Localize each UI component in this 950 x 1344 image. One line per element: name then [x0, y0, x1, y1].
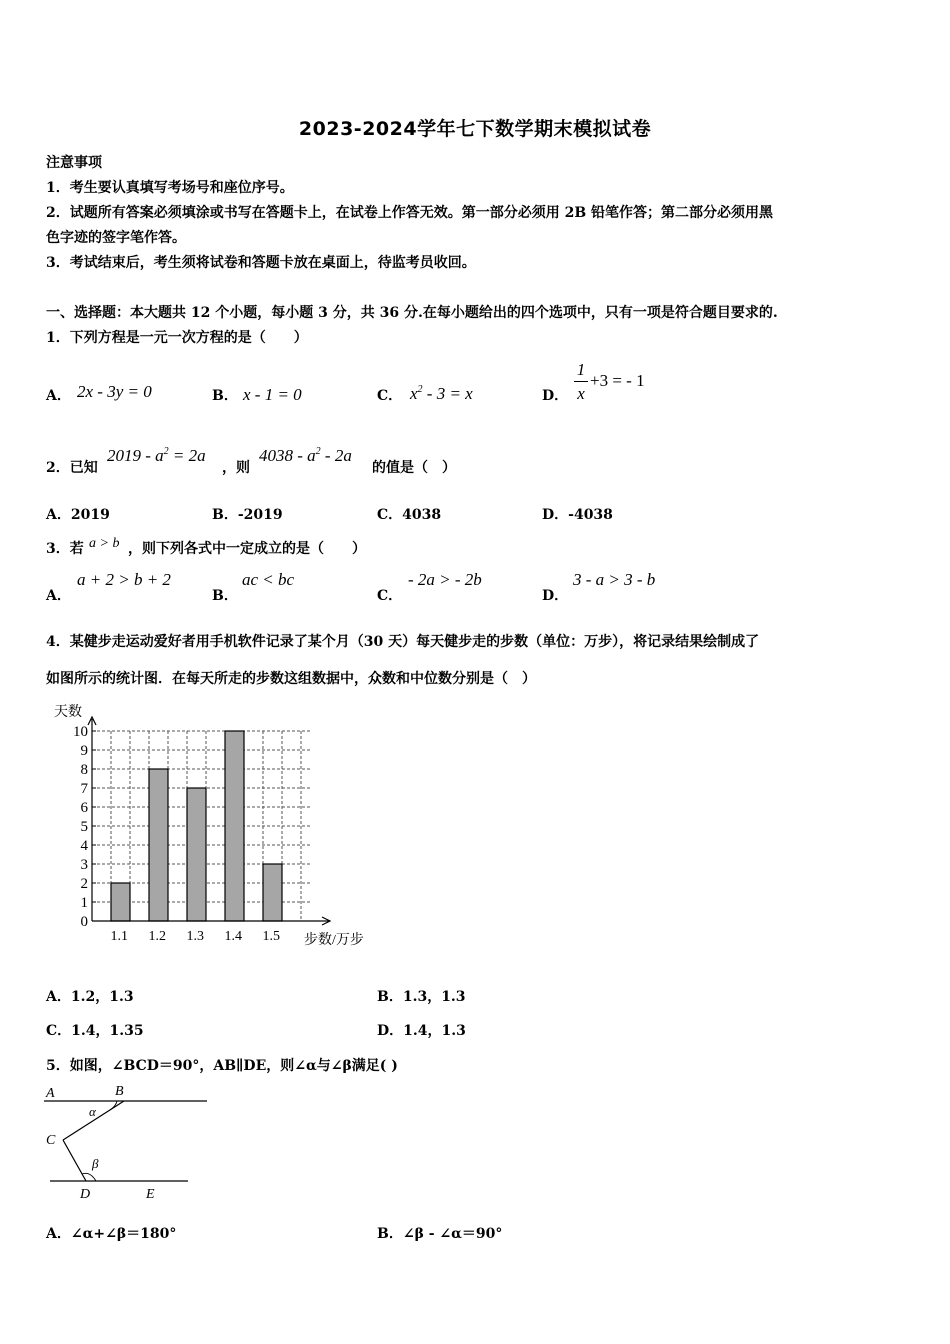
q1-d-numerator: 1 — [576, 360, 586, 379]
q3-label-d: D． — [542, 588, 569, 604]
q5-option-a: A．∠α+∠β＝180° — [46, 1226, 177, 1242]
point-label-c: C — [46, 1133, 56, 1148]
section-heading: 一、选择题：本大题共 12 个小题，每小题 3 分，共 36 分.在每小题给出的四个选项中，只有一项是符合题目要求的. — [46, 305, 778, 321]
y-tick-label-3: 3 — [80, 857, 88, 873]
x-tick-label-1.3: 1.3 — [186, 929, 204, 944]
q5-stem: 5．如图，∠BCD＝90°，AB∥DE，则∠α与∠β满足( ) — [46, 1058, 398, 1074]
q2-option-d: D．-4038 — [542, 507, 613, 523]
notice-item-3: 3．考试结束后，考生须将试卷和答题卡放在桌面上，待监考员收回。 — [46, 255, 476, 271]
q1-option-b: x - 1 = 0 — [243, 385, 302, 404]
y-tick-label-5: 5 — [80, 819, 88, 835]
y-tick-label-1: 1 — [80, 895, 88, 911]
q2-expr2-exponent: 2 — [315, 446, 321, 457]
q4-option-c: C．1.4，1.35 — [46, 1023, 144, 1039]
q3-prefix: 3．若 — [46, 541, 84, 557]
q2-expr1-exponent: 2 — [163, 446, 169, 457]
q3-label-a: A． — [46, 588, 71, 604]
y-tick-label-2: 2 — [80, 876, 88, 892]
q1-label-c: C． — [377, 388, 403, 404]
q2-prefix: 2．已知 — [46, 460, 98, 476]
q3-suffix: ，则下列各式中一定成立的是（ ） — [128, 541, 366, 557]
q1-c-base: x — [410, 384, 418, 403]
q3-label-c: C． — [377, 588, 403, 604]
chart-y-axis-label: 天数 — [54, 705, 82, 720]
q4-option-a: A．1.2，1.3 — [46, 989, 134, 1005]
x-tick-label-1.1: 1.1 — [110, 929, 128, 944]
point-label-e: E — [146, 1187, 155, 1202]
q3-option-a: a + 2 > b + 2 — [77, 570, 171, 589]
x-tick-label-1.4: 1.4 — [224, 929, 242, 944]
angle-label-beta: β — [92, 1156, 99, 1171]
q1-stem: 1．下列方程是一元一次方程的是（ ） — [46, 330, 308, 346]
q1-label-d: D． — [542, 388, 569, 404]
q4-stem-line-1: 4．某健步走运动爱好者用手机软件记录了某个月（30 天）每天健步走的步数（单位：万步），将记录结果绘制成了 — [46, 634, 760, 650]
y-tick-label-0: 0 — [80, 914, 88, 930]
q2-expr1-b: = 2a — [168, 446, 206, 465]
q3-option-b: ac < bc — [242, 570, 295, 589]
segment-cd — [63, 1140, 86, 1181]
q2-expr2-a: 4038 - a — [259, 446, 316, 465]
angle-label-alpha: α — [89, 1104, 96, 1119]
q1-c-rest: - 3 = x — [422, 384, 473, 403]
q2-expr2-b: - 2a — [320, 446, 352, 465]
x-tick-label-1.2: 1.2 — [148, 929, 166, 944]
y-tick-label-6: 6 — [80, 800, 88, 816]
y-tick-label-7: 7 — [80, 781, 88, 797]
notice-item-2-line-2: 色字迹的签字笔作答。 — [46, 230, 186, 246]
q1-c-exponent: 2 — [417, 384, 423, 395]
y-tick-label-8: 8 — [80, 762, 88, 778]
page-title: 2023-2024学年七下数学期末模拟试卷 — [298, 118, 652, 140]
q1-label-a: A． — [46, 388, 71, 404]
y-tick-label-10: 10 — [73, 724, 88, 740]
q1-option-a: 2x - 3y = 0 — [77, 382, 152, 401]
q4-option-d: D．1.4，1.3 — [377, 1023, 466, 1039]
q2-mid: ，则 — [222, 460, 250, 476]
q3-label-b: B． — [212, 588, 238, 604]
q2-suffix: 的值是（ ） — [372, 460, 456, 476]
q4-option-b: B．1.3，1.3 — [377, 989, 466, 1005]
q2-expr1-a: 2019 - a — [107, 446, 164, 465]
q3-option-c: - 2a > - 2b — [408, 570, 482, 589]
q1-d-denominator: x — [577, 384, 585, 403]
point-label-d: D — [80, 1187, 91, 1202]
point-label-b: B — [115, 1084, 124, 1099]
x-tick-label-1.5: 1.5 — [262, 929, 280, 944]
q5-option-b: B．∠β - ∠α＝90° — [377, 1226, 503, 1242]
notice-item-1: 1．考生要认真填写考场号和座位序号。 — [46, 180, 294, 196]
y-tick-label-4: 4 — [80, 838, 88, 854]
y-tick-label-9: 9 — [80, 743, 88, 759]
q2-option-c: C．4038 — [377, 507, 442, 523]
q3-option-d: 3 - a > 3 - b — [573, 570, 656, 589]
q1-d-rest: +3 = - 1 — [590, 371, 645, 390]
chart-x-axis-label: 步数/万步 — [304, 933, 364, 948]
q4-stem-line-2: 如图所示的统计图．在每天所走的步数这组数据中，众数和中位数分别是（ ） — [46, 671, 536, 687]
q2-option-a: A．2019 — [46, 507, 110, 523]
notice-item-2-line-1: 2．试题所有答案必须填涂或书写在答题卡上，在试卷上作答无效。第一部分必须用 2B 铅笔作答；第二部分必须用黑 — [46, 205, 774, 221]
point-label-a: A — [46, 1086, 55, 1101]
q1-label-b: B． — [212, 388, 238, 404]
q3-condition: a > b — [89, 536, 120, 551]
notice-heading: 注意事项 — [46, 155, 102, 171]
q2-option-b: B．-2019 — [212, 507, 283, 523]
